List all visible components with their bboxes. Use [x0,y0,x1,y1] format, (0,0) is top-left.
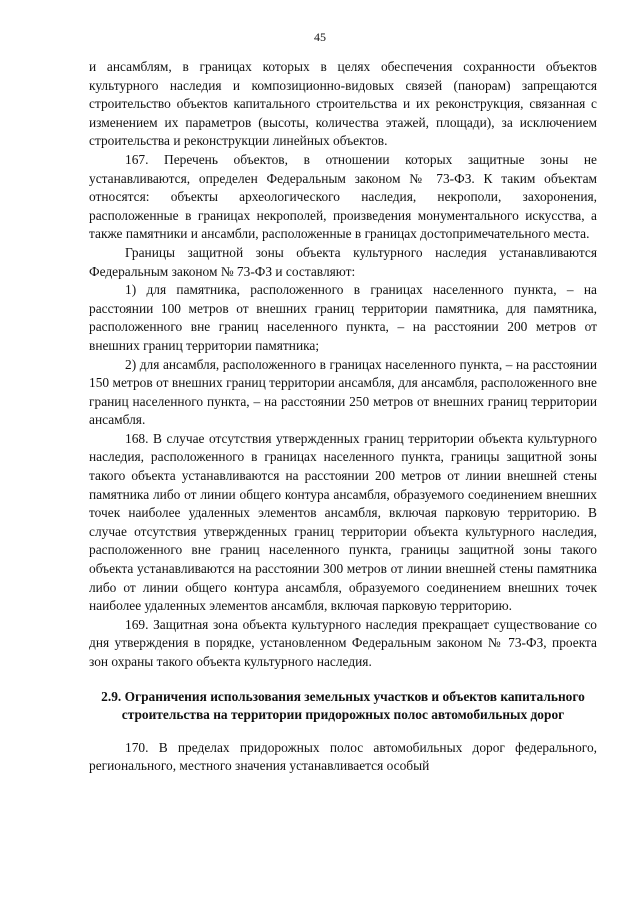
paragraph-170: 170. В пределах придорожных полос автомобильных дорог федерального, регионального, местного значения устанавливается особый [89,739,597,774]
list-item-ensemble: 2) для ансамбля, расположенного в границах населенного пункта, – на расстоянии 150 метров от внешних границ территории ансамбля, для ансамбля, расположенного вне границ населенного пункта, – на расстоянии 250 метров от внешних границ территории ансамбля. [89,356,597,428]
paragraph-protective-zone-boundaries: Границы защитной зоны объекта культурного наследия устанавливаются Федеральным законом № 73-ФЗ и составляют: [89,244,597,279]
document-body [89,58,597,776]
paragraph-169: 169. Защитная зона объекта культурного наследия прекращает существование со дня утверждения в порядке, установленном Федеральным законом № 73-ФЗ, проекта зон охраны такого объекта культурного наследия. [89,616,597,669]
paragraph-168: 168. В случае отсутствия утвержденных границ территории объекта культурного наследия, расположенного в границах населенного пункта, границы защитной зоны такого объекта устанавливаются на расстоянии 200 метров от линии внешней стены памятника либо от линии общего контура ансамбля, образуемого соединением внешних точек наиболее удаленных элементов ансамбля, включая парковую территорию. В случае отсутствия утвержденных границ территории объекта культурного наследия, расположенного вне границ населенного пункта, границы защитной зоны такого объекта устанавливаются на расстоянии 300 метров от линии внешней стены памятника либо от линии общего контура ансамбля, образуемого соединением внешних точек наиболее удаленных элементов ансамбля, включая парковую территорию. [89,430,597,614]
page-number: 45 [314,30,326,44]
section-heading: 2.9. Ограничения использования земельных участков и объектов капитального строительства на территории придорожных полос автомобильных дорог [101,688,585,723]
paragraph-167: 167. Перечень объектов, в отношении которых защитные зоны не устанавливаются, определен Федеральным законом № 73-ФЗ. К таким объектам относятся: объекты археологического наследия, некрополи, захоронения, расположенные в границах некрополей, произведения монументального искусства, а также памятники и ансамбли, расположенные в границах достопримечательного места. [89,151,597,242]
paragraph-continuation: и ансамблям, в границах которых в целях обеспечения сохранности объектов культурного наследия и композиционно-видовых связей (панорам) запрещаются строительство объектов капитального строительства и их реконструкция, связанная с изменением их параметров (высоты, количества этажей, площади), за исключением строительства и реконструкции линейных объектов. [89,59,597,149]
list-item-monument: 1) для памятника, расположенного в границах населенного пункта, – на расстоянии 100 метров от внешних границ территории памятника, для памятника, расположенного вне границ населенного пункта, – на расстоянии 200 метров от внешних границ территории памятника; [89,282,597,353]
